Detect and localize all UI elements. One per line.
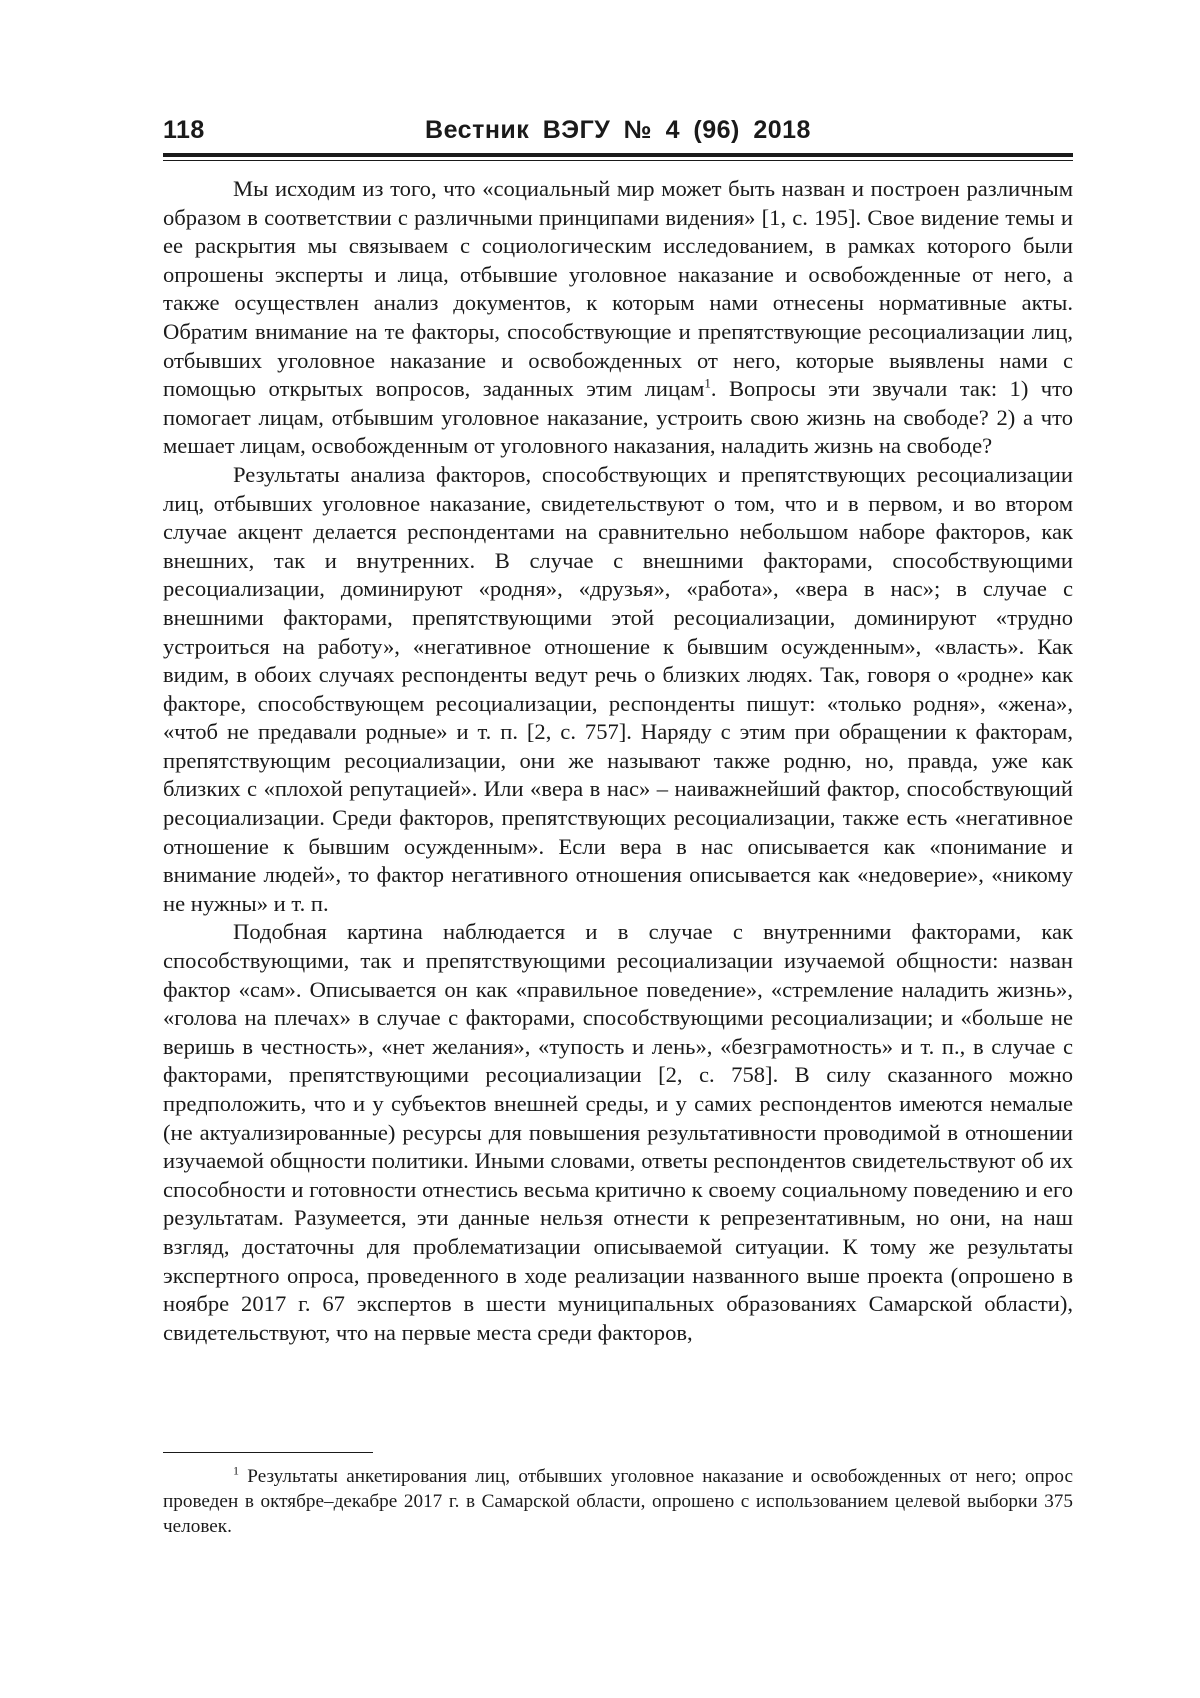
journal-title: Вестник ВЭГУ № 4 (96) 2018 [425, 116, 811, 144]
footnote-text: Результаты анкетирования лиц, отбывших уголовное наказание и освобожденных от него; опрос проведен в октябре–декабре 2017 г. в Самарской области, опрошено с использованием целевой выборки 375 человек. [163, 1466, 1073, 1537]
paragraph-2: Результаты анализа факторов, способствующих и препятствующих ресоциализации лиц, отбывших уголовное наказание, свидетельствуют о том, что и в первом, и во втором случае акцент делается респондентами на сравнительно небольшом наборе факторов, как внешних, так и внутренних. В случае с внешними факторами, способствующими ресоциализации, доминируют «родня», «друзья», «работа», «вера в нас»; в случае с внешними факторами, препятствующими этой ресоциализации, доминируют «трудно устроиться на работу», «негативное отношение к бывшим осужденным», «власть». Как видим, в обоих случаях респонденты ведут речь о близких людях. Так, говоря о «родне» как факторе, способствующем ресоциализации, респонденты пишут: «только родня», «жена», «чтоб не предавали родные» и т. п. [2, с. 757]. Наряду с этим при обращении к факторам, препятствующим ресоциализации, они же называют также родню, но, правда, уже как близких с «плохой репутацией». Или «вера в нас» – наиважнейший фактор, способствующий ресоциализации. Среди факторов, препятствующих ресоциализации, также есть «негативное отношение к бывшим осужденным». Если вера в нас описывается как «понимание и внимание людей», то фактор негативного отношения описывается как «недоверие», «никому не нужны» и т. п. [163, 461, 1073, 916]
footnote-mark: 1 [233, 1463, 239, 1478]
header-rule-thick [163, 153, 1073, 157]
footnote [163, 1464, 1073, 1539]
page-header [163, 116, 1073, 156]
paragraph-1-text-continued: . Вопросы эти звучали так: 1) что помогает лицам, отбывшим уголовное наказание, устроить свою жизнь на свободе? 2) а что мешает лицам, освобожденным от уголовного наказания, наладить жизнь на свободе? [163, 376, 1073, 459]
paragraph-3: Подобная картина наблюдается и в случае с внутренними факторами, как способствующими, так и препятствующими ресоциализации изучаемой общности: назван фактор «сам». Описывается он как «правильное поведение», «стремление наладить жизнь», «голова на плечах» в случае с факторами, способствующими ресоциализации; и «больше не веришь в честность», «нет желания», «тупость и лень», «безграмотность» и т. п., в случае с факторами, препятствующими ресоциализации [2, с. 758]. В силу сказанного можно предположить, что и у субъектов внешней среды, и у самих респондентов имеются немалые (не актуализированные) ресурсы для повышения результативности проводимой в отношении изучаемой общности политики. Иными словами, ответы респондентов свидетельствуют об их способности и готовности отнестись весьма критично к своему социальному поведению и его результатам. Разумеется, эти данные нельзя отнести к репрезентативным, но они, на наш взгляд, достаточны для проблематизации описываемой ситуации. К тому же результаты экспертного опроса, проведенного в ходе реализации названного выше проекта (опрошено в ноябре 2017 г. 67 экспертов в шести муниципальных образованиях Самарской области), свидетельствуют, что на первые места среди факторов, [163, 919, 1073, 1345]
footnote-paragraph [163, 1464, 1073, 1539]
header-rule-thin [163, 160, 1073, 161]
article-body [163, 175, 1073, 1347]
footnote-reference: 1 [704, 375, 711, 391]
paragraph-1 [163, 175, 1073, 461]
footnote-separator [163, 1452, 373, 1453]
paragraph-1-text: Мы исходим из того, что «социальный мир может быть назван и построен различным образом в соответствии с различными принципами видения» [1, с. 195]. Свое видение темы и ее раскрытия мы связываем с социологическим исследованием, в рамках которого были опрошены эксперты и лица, отбывшие уголовное наказание и освобожденные от него, а также осуществлен анализ документов, к которым нами отнесены нормативные акты. Обратим внимание на те факторы, способствующие и препятствующие ресоциализации лиц, отбывших уголовное наказание и освобожденных от него, которые выявлены нами с помощью открытых вопросов, заданных этим лицам [163, 176, 1073, 402]
page-number: 118 [163, 116, 205, 144]
